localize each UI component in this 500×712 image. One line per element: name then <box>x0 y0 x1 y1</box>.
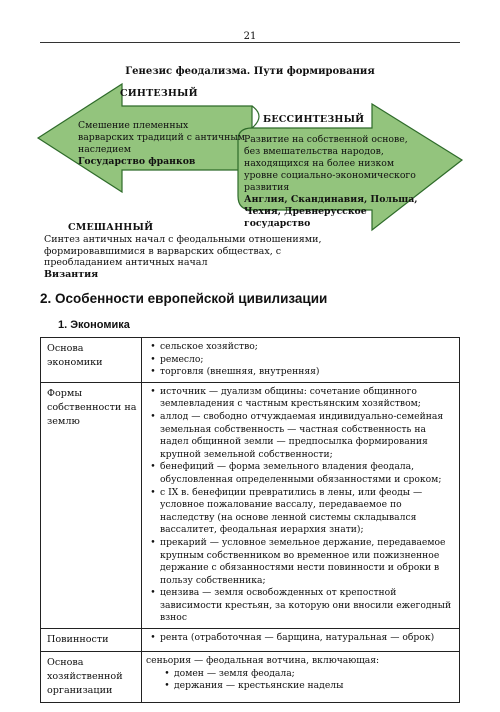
bullet-icon: • <box>150 587 156 599</box>
list-item: • прекарий — условное земельное держание, передаваемое крупным собственником во временное или пожизненное держание с обязанностями нести повинности и оброки в пользу собственника; <box>146 537 453 587</box>
table-row <box>41 629 460 652</box>
nonsynthetic-label: БЕССИНТЕЗНЫЙ <box>263 114 365 125</box>
mixed-text <box>44 234 334 280</box>
arrow-curl <box>252 106 259 128</box>
list-item: • торговля (внешняя, внутренняя) <box>146 366 453 379</box>
row-value <box>142 652 460 703</box>
list-item: • бенефиций — форма земельного владения феодала, обусловленная определенными обязанностями и сроком; <box>146 461 453 486</box>
mixed-description: Синтез античных начал с феодальными отношениями, формировавшимися в варварских обществах, с преобладанием античных начал <box>44 234 322 268</box>
page-number: 21 <box>243 31 257 42</box>
list-item: • домен — земля феодала; <box>146 668 453 681</box>
row-key: Основа хозяйственной организации <box>41 652 142 703</box>
list-item: • цензива — земля освобожденных от крепостной зависимости крестьян, за которую они вносили ежегодный взнос <box>146 587 453 625</box>
nonsynthetic-example: Англия, Скандинавия, Польша, Чехия, Древнерусское государство <box>244 194 418 229</box>
row-value <box>142 629 460 652</box>
list-item: • с IX в. бенефиции превратились в лены, или феоды — условное пожалование вассалу, передаваемое по наследству (на основе ленной системы складывался вассалитет, феодальная иерархия знати); <box>146 487 453 537</box>
bullet-icon: • <box>150 353 156 365</box>
mixed-example: Византия <box>44 268 99 280</box>
nonsynthetic-text <box>244 134 426 230</box>
list-item: • источник — дуализм общины: сочетание общинного землевладения с частным крестьянским хозяйством; <box>146 386 453 411</box>
synthetic-text <box>78 120 246 168</box>
synthetic-example: Государство франков <box>78 156 196 167</box>
bullet-icon: • <box>150 632 156 644</box>
list-item: • рента (отработочная — барщина, натуральная — оброк) <box>146 632 453 645</box>
list-item: • аллод — свободно отчуждаемая индивидуально-семейная земельная собственность — частная собственность на надел общинной земли — предпосылка формирования крупной земельной собственности; <box>146 411 453 461</box>
bullet-icon: • <box>164 680 170 692</box>
synthetic-label: СИНТЕЗНЫЙ <box>120 88 198 99</box>
row-value <box>142 382 460 628</box>
list-item: • ремесло; <box>146 354 453 367</box>
bullet-icon: • <box>150 341 156 352</box>
row-key: Формы собственности на землю <box>41 382 142 628</box>
list-item: • сельское хозяйство; <box>146 341 453 354</box>
list-item: • держания — крестьянские наделы <box>146 680 453 693</box>
bullet-icon: • <box>164 667 170 679</box>
table-row <box>41 338 460 383</box>
synthetic-description: Смешение племенных варварских традиций с античным наследием <box>78 120 245 155</box>
bullet-icon: • <box>150 486 156 498</box>
bullet-icon: • <box>150 536 156 548</box>
section-heading: 2. Особенности европейской цивилизации <box>40 291 328 306</box>
row-value <box>142 338 460 383</box>
row-key: Повинности <box>41 629 142 652</box>
bullet-icon: • <box>150 410 156 422</box>
table-row <box>41 652 460 703</box>
bullet-icon: • <box>150 461 156 473</box>
subsection-heading: 1. Экономика <box>58 319 130 331</box>
row-intro: сеньория — феодальная вотчина, включающая: <box>146 655 380 667</box>
mixed-label: СМЕШАННЫЙ <box>68 222 154 233</box>
table-row <box>41 382 460 628</box>
row-key: Основа экономики <box>41 338 142 383</box>
diagram-title: Генезис феодализма. Пути формирования <box>125 66 375 77</box>
economy-table <box>40 337 460 703</box>
bullet-icon: • <box>150 385 156 397</box>
bullet-icon: • <box>150 366 156 378</box>
nonsynthetic-description: Развитие на собственной основе, без вмешательства народов, находящихся на более низком уровне социально-экономического развития <box>244 134 416 193</box>
